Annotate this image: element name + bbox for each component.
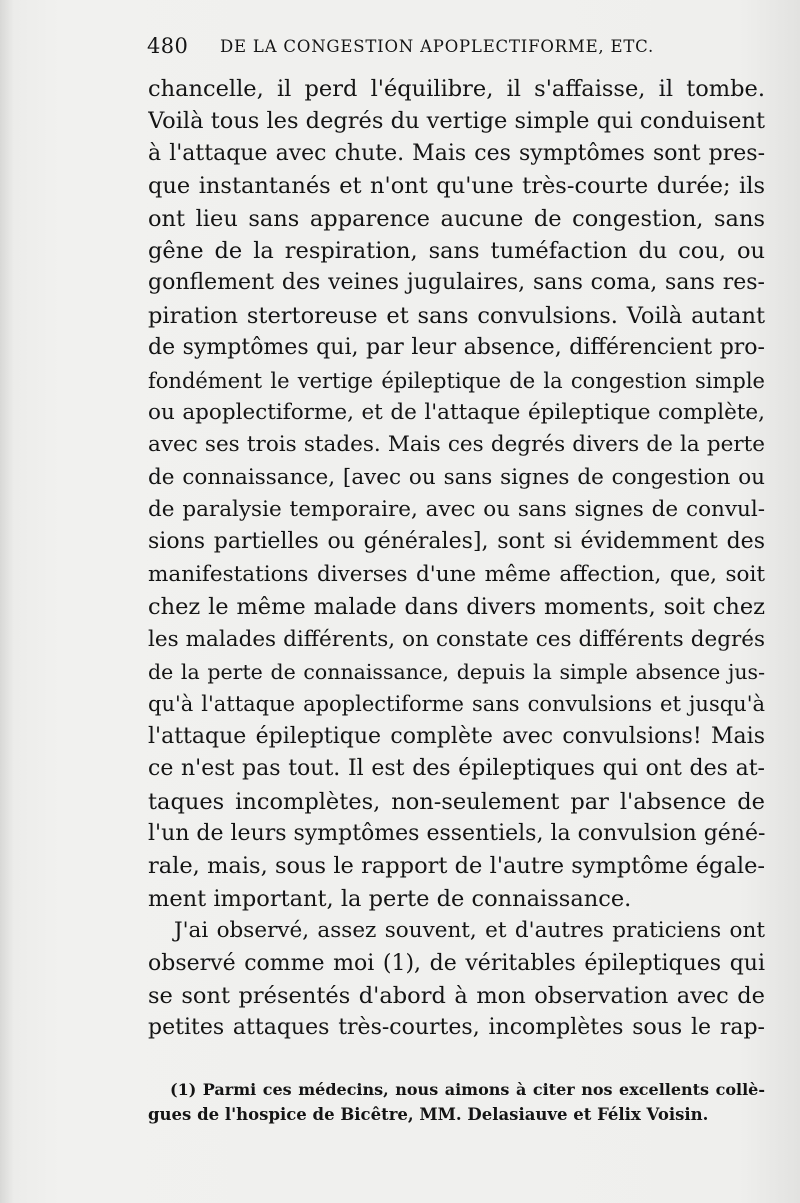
text-line: à l'attaque avec chute. Mais ces symptômes sont pres- — [148, 140, 765, 166]
text-line: rale, mais, sous le rapport de l'autre symptôme égale- — [148, 853, 765, 880]
text-line: taques incomplètes, non-seulement par l'absence de — [148, 788, 765, 815]
page-number: 480 — [147, 34, 189, 58]
footnote-line: gues de l'hospice de Bicêtre, MM. Delasiauve et Félix Voisin. — [148, 1105, 709, 1124]
body-text — [148, 73, 765, 1045]
text-line: l'attaque épileptique complète avec convulsions! Mais — [148, 723, 765, 749]
text-line: sions partielles ou générales], sont si évidemment des — [148, 529, 765, 555]
text-line: ce n'est pas tout. Il est des épileptiques qui ont des at- — [148, 756, 765, 782]
text-line: ment important, la perte de connaissance. — [148, 885, 632, 912]
text-line: avec ses trois stades. Mais ces degrés divers de la perte — [148, 432, 765, 458]
footnotes — [148, 1077, 765, 1127]
running-title: DE LA CONGESTION APOPLECTIFORME, ETC. — [220, 37, 655, 56]
page-header — [147, 34, 767, 62]
footnote-line: (1) Parmi ces médecins, nous aimons à citer nos excellents collè- — [170, 1080, 765, 1099]
text-line: ou apoplectiforme, et de l'attaque épileptique complète, — [148, 399, 765, 425]
text-line: fondément le vertige épileptique de la congestion simple — [148, 368, 765, 393]
text-line: que instantanés et n'ont qu'une très-courte durée; ils — [148, 173, 765, 200]
text-line: de connaissance, [avec ou sans signes de congestion ou — [148, 464, 765, 490]
text-line: J'ai observé, assez souvent, et d'autres praticiens ont — [174, 918, 765, 944]
text-line: manifestations diverses d'une même affection, que, soit — [148, 561, 765, 587]
text-line: de symptômes qui, par leur absence, différencient pro- — [148, 335, 765, 361]
text-line: chez le même malade dans divers moments, soit chez — [148, 594, 765, 621]
text-line: les malades différents, on constate ces différents degrés — [148, 626, 765, 652]
text-line: piration stertoreuse et sans convulsions. Voilà autant — [148, 302, 765, 329]
text-line: observé comme moi (1), de véritables épileptiques qui — [148, 950, 765, 976]
text-line: Voilà tous les degrés du vertige simple qui conduisent — [148, 108, 765, 135]
text-line: l'un de leurs symptômes essentiels, la convulsion géné- — [148, 820, 765, 846]
text-line: petites attaques très-courtes, incomplètes sous le rap- — [148, 1015, 765, 1041]
text-line: chancelle, il perd l'équilibre, il s'affaisse, il tombe. — [148, 76, 765, 102]
text-line: se sont présentés d'abord à mon observation avec de — [148, 982, 765, 1009]
text-line: gonflement des veines jugulaires, sans coma, sans res- — [148, 270, 765, 296]
text-line: gêne de la respiration, sans tuméfaction du cou, ou — [148, 237, 765, 264]
text-line: de la perte de connaissance, depuis la simple absence jus- — [148, 660, 765, 685]
text-line: qu'à l'attaque apoplectiforme sans convulsions et jusqu'à — [148, 692, 765, 717]
text-line: ont lieu sans apparence aucune de congestion, sans — [148, 205, 765, 232]
text-line: de paralysie temporaire, avec ou sans signes de convul- — [148, 497, 765, 523]
